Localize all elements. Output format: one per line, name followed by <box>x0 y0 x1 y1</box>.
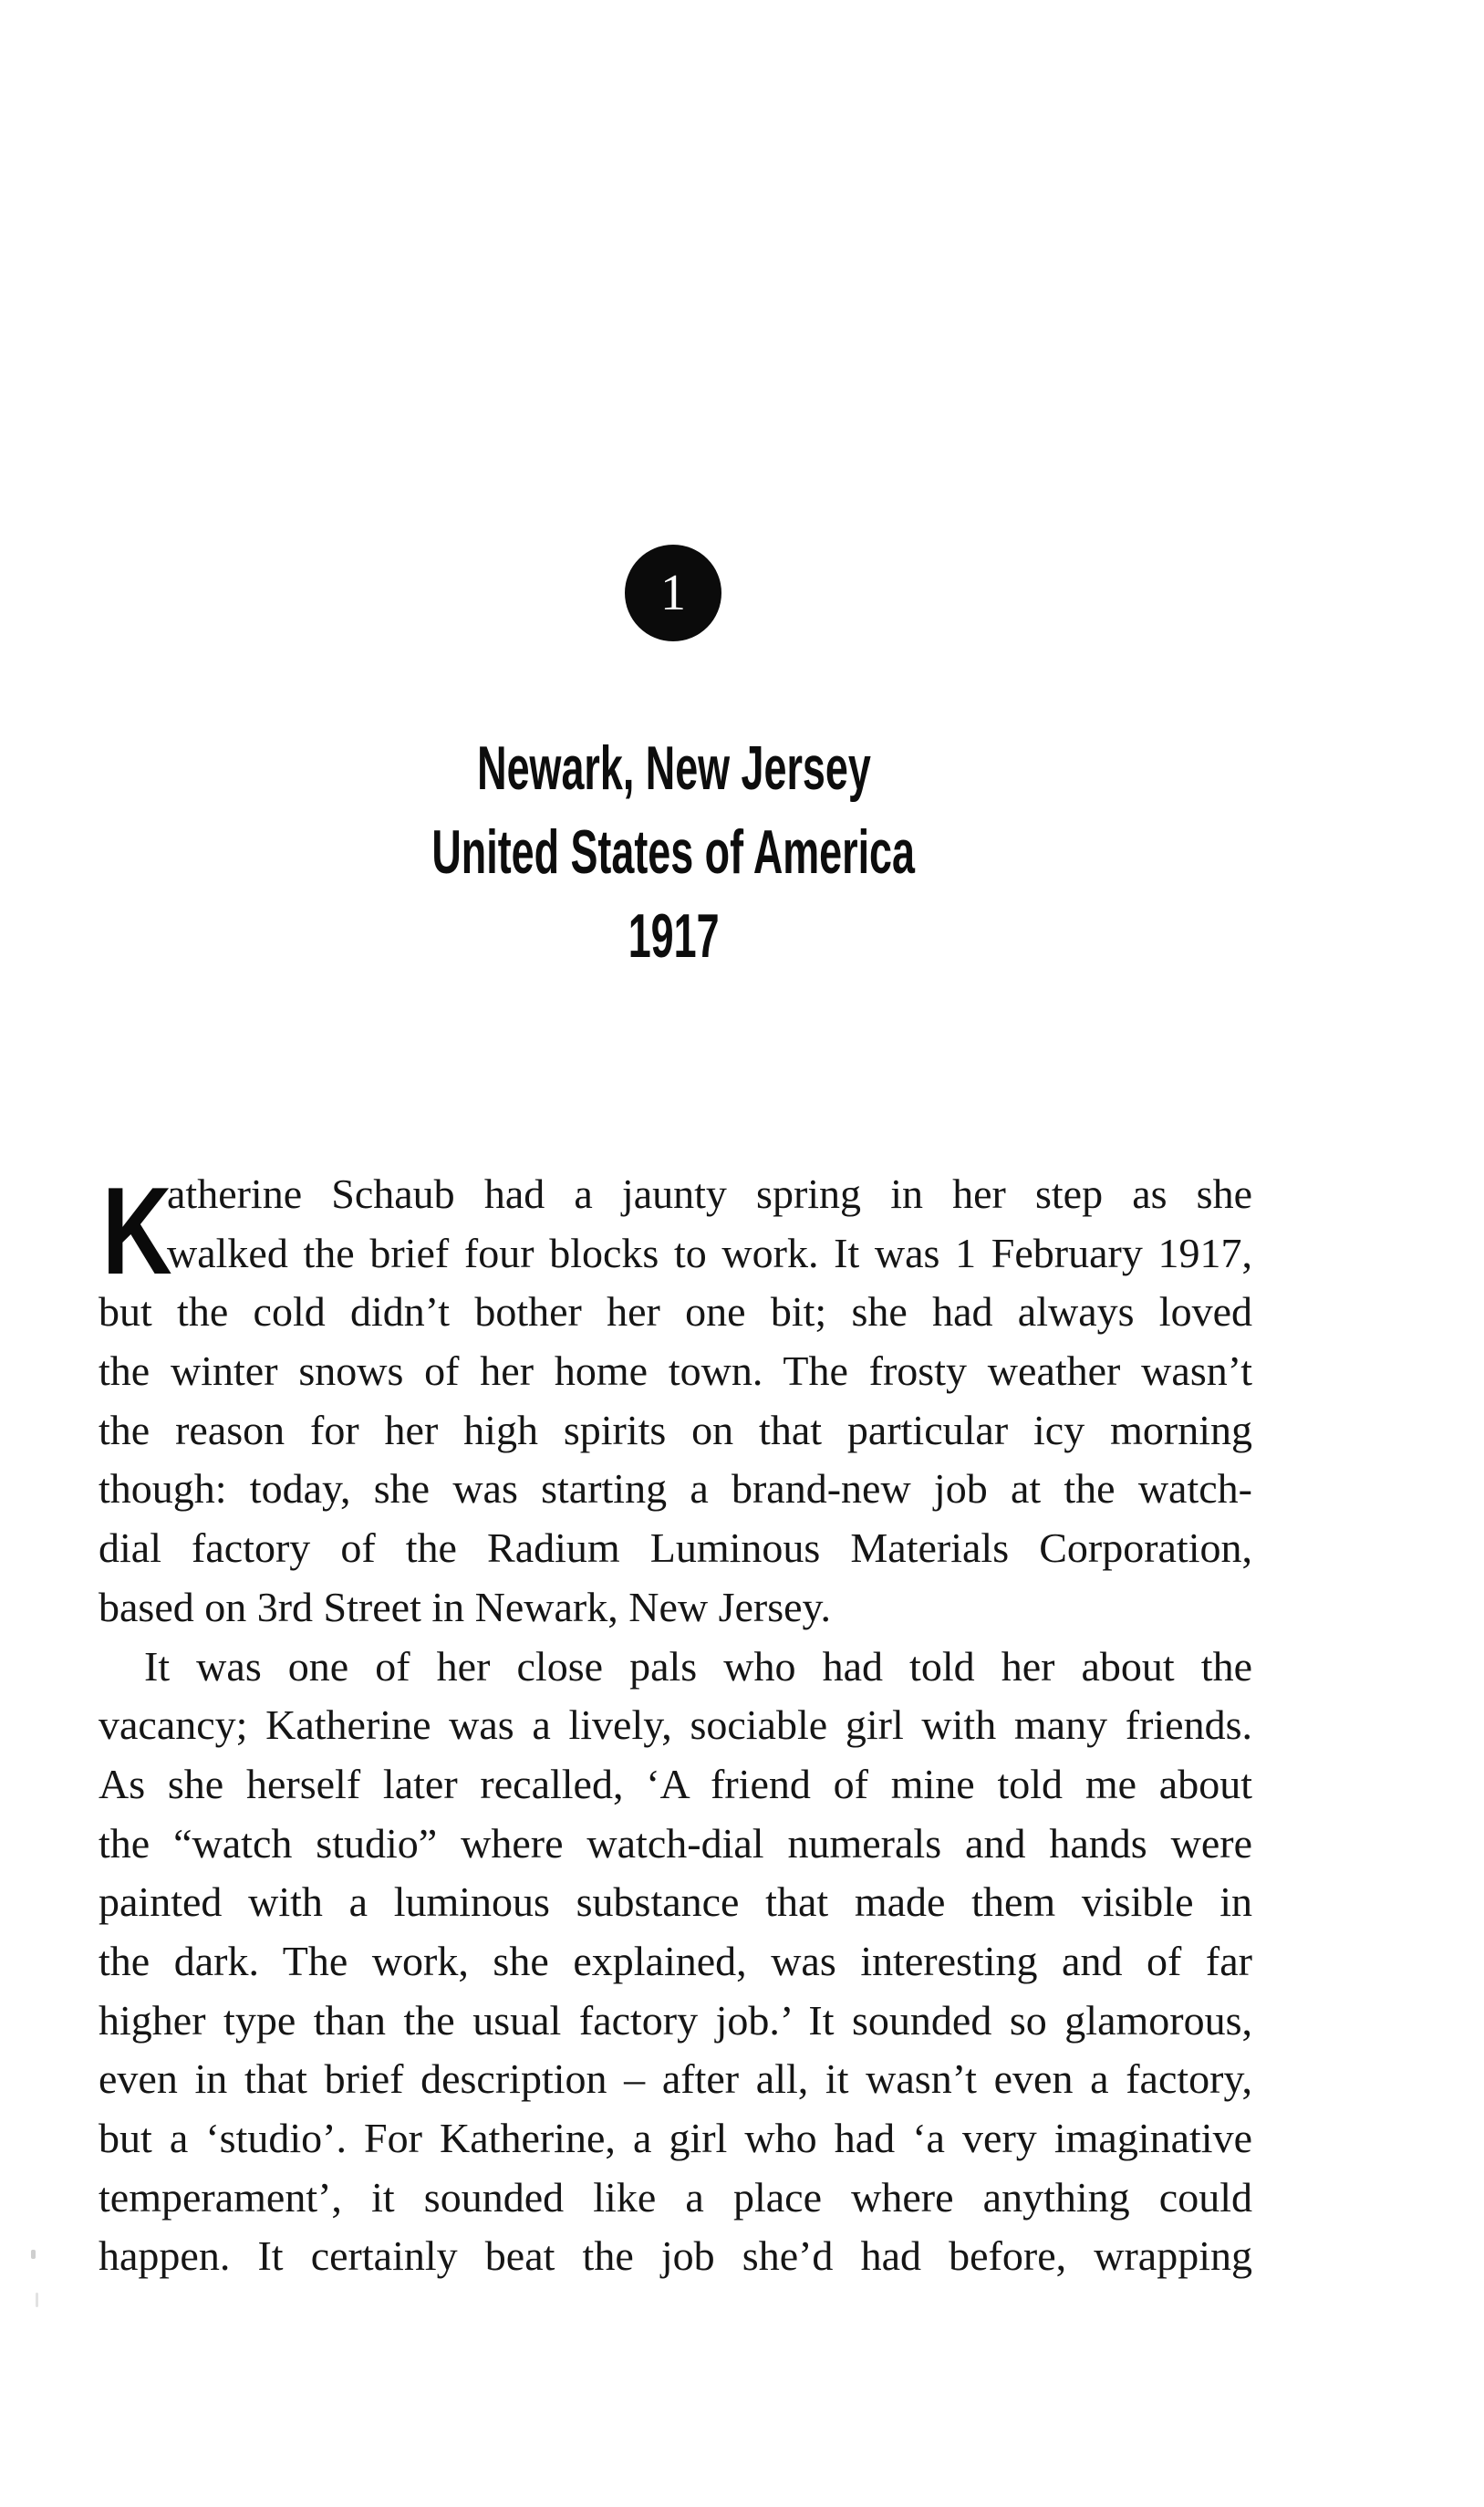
body-text-line: higher type than the usual factory job.’ It sounded so glamorous, <box>99 1996 1252 2044</box>
body-text-line: though: today, she was starting a brand-new job at the watch- <box>99 1465 1252 1513</box>
body-text-line: based on 3rd Street in Newark, New Jersey. <box>99 1583 832 1630</box>
body-text-line: vacancy; Katherine was a lively, sociable girl with many friends. <box>99 1701 1252 1749</box>
drop-cap: K <box>102 1161 172 1300</box>
chapter-body-text <box>99 1161 1252 2286</box>
scan-speck <box>36 2293 38 2307</box>
body-text-line: walked the brief four blocks to work. It was 1 February 1917, <box>167 1229 1252 1276</box>
body-text-line: dial factory of the Radium Luminous Materials Corporation, <box>99 1524 1252 1572</box>
body-text-line: temperament’, it sounded like a place where anything could <box>99 2173 1252 2221</box>
body-text-line: the “watch studio” where watch-dial numerals and hands were <box>99 1819 1252 1867</box>
body-text-line: painted with a luminous substance that made them visible in <box>99 1878 1252 1926</box>
body-text-line: the reason for her high spirits on that particular icy morning <box>99 1406 1252 1453</box>
body-text-line: the dark. The work, she explained, was interesting and of far <box>99 1937 1252 1984</box>
heading-line-2: United States of America <box>431 817 916 887</box>
body-text-line: but a ‘studio’. For Katherine, a girl who had ‘a very imaginative <box>99 2115 1252 2161</box>
chapter-number: 1 <box>660 565 686 621</box>
heading-line-3: 1917 <box>628 901 720 971</box>
chapter-heading-location <box>0 733 1347 803</box>
body-text-line: even in that brief description – after all, it wasn’t even a factory, <box>99 2055 1252 2103</box>
scan-speck <box>31 2250 36 2259</box>
chapter-heading-country <box>0 817 1347 887</box>
body-text-line: but the cold didn’t bother her one bit; she had always loved <box>99 1288 1252 1336</box>
body-text-line: As she herself later recalled, ‘A friend of mine told me about <box>99 1760 1252 1807</box>
body-text-line: the winter snows of her home town. The frosty weather wasn’t <box>99 1347 1252 1395</box>
heading-line-1: Newark, New Jersey <box>476 733 871 803</box>
chapter-heading-year <box>0 901 1347 971</box>
body-text-line: atherine Schaub had a jaunty spring in her step as she <box>167 1170 1252 1217</box>
body-text-line: happen. It certainly beat the job she’d had before, wrapping <box>99 2232 1252 2280</box>
chapter-number-badge <box>625 545 721 641</box>
body-text-line: It was one of her close pals who had told her about the <box>144 1642 1252 1690</box>
